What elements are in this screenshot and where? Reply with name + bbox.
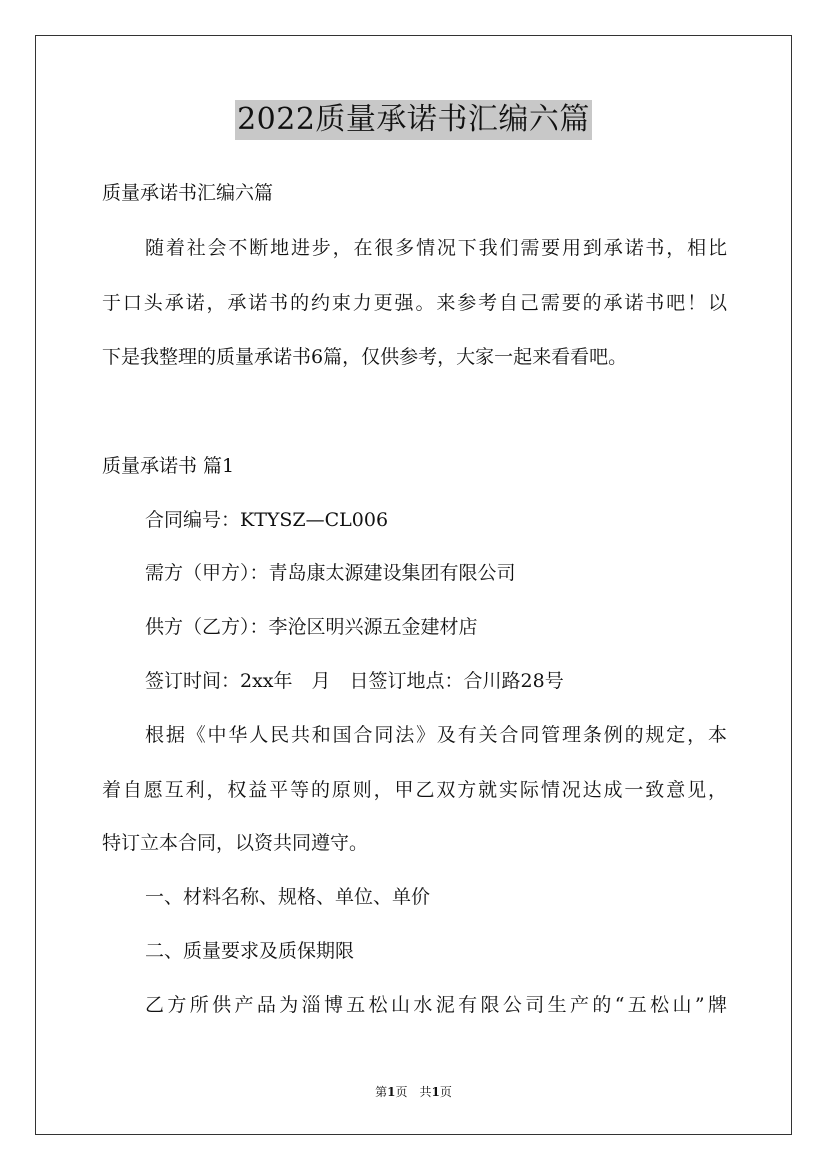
subtitle: 质量承诺书汇编六篇 [102,182,274,204]
section-heading: 质量承诺书 篇1 [102,455,235,477]
contract-number: 合同编号：KTYSZ—CL006 [145,509,389,531]
item-1: 一、材料名称、规格、单位、单价 [145,886,431,908]
preamble-line-3: 特订立本合同，以资共同遵守。 [102,832,369,854]
preamble-line-2: 着自愿互利，权益平等的原则，甲乙双方就实际情况达成一致意见， [102,779,727,801]
item-2-text: 乙方所供产品为淄博五松山水泥有限公司生产的“五松山”牌 [145,994,727,1016]
preamble-line-1: 根据《中华人民共和国合同法》及有关合同管理条例的规定，本 [145,724,727,746]
footer-label-b: 页 共 [395,1085,432,1099]
sign-info: 签订时间：2xx年 月 日签订地点：合川路28号 [145,670,564,692]
footer-total-pages: 1 [431,1085,440,1099]
footer-page-number: 1 [387,1085,396,1099]
footer-label-a: 第 [375,1085,388,1099]
intro-line-2: 于口头承诺，承诺书的约束力更强。来参考自己需要的承诺书吧！以 [102,292,727,314]
footer-label-c: 页 [439,1085,452,1099]
page-footer [0,1084,827,1100]
party-a: 需方（甲方）：青岛康太源建设集团有限公司 [145,562,516,584]
title-block [0,100,827,140]
intro-line-1: 随着社会不断地进步，在很多情况下我们需要用到承诺书，相比 [145,237,727,259]
party-b: 供方（乙方）：李沧区明兴源五金建材店 [145,616,478,638]
document-title: 2022质量承诺书汇编六篇 [235,100,592,140]
item-2: 二、质量要求及质保期限 [145,940,355,962]
intro-line-3: 下是我整理的质量承诺书6篇，仅供参考，大家一起来看看吧。 [102,346,628,368]
